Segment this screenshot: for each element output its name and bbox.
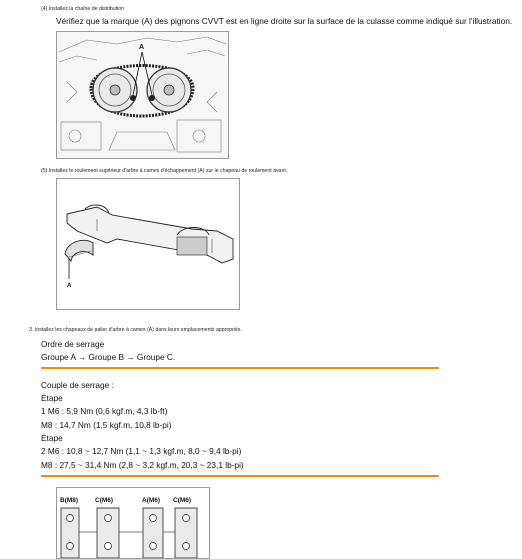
step4-heading: (4) Installez la chaîne de distribution [41, 6, 125, 12]
torque-step1-m6: 1 M6 : 5,9 Nm (0,6 kgf.m, 4,3 lb-ft) [41, 406, 168, 416]
cam-cap-figure [56, 487, 210, 559]
torque-step2-label: Étape [41, 433, 63, 443]
bearing-cap-illustration [57, 179, 239, 309]
order-title: Ordre de serrage [41, 339, 105, 349]
cap-label-c-m6-right: C(M6) [173, 497, 192, 504]
cap-label-c-m6-left: C(M6) [95, 497, 114, 504]
cap-label-a-m6: A(M6) [142, 497, 161, 504]
step4-instruction: Vérifiez que la marque (A) des pignons CVVT est en ligne droite sur la surface de la culasse comme indiqué sur l'illustration. [56, 16, 513, 26]
cam-cap-illustration [57, 488, 209, 558]
order-rule [41, 367, 439, 369]
torque-title: Couple de serrage : [41, 380, 114, 390]
step5-heading: (5) Installez le roulement supérieur d'arbre à cames d'échappement (A) sur le chapeau de roulement avant. [41, 168, 288, 174]
timing-mark-label: A [139, 44, 145, 51]
torque-step2-m6: 2 M6 : 10,8 ~ 12,7 Nm (1,1 ~ 1,3 kgf.m, 8,0 ~ 9,4 lb-pi) [41, 446, 242, 456]
order-text: Groupe A → Groupe B → Groupe C. [41, 352, 176, 362]
bearing-cap-figure [56, 178, 240, 310]
timing-chain-figure [56, 31, 229, 159]
torque-step2-m8: M8 : 27,5 ~ 31,4 Nm (2,8 ~ 3,2 kgf.m, 20,3 ~ 23,1 lb-pi) [41, 460, 244, 470]
step3-heading: 3. Installez les chapeaux de palier d'arbre à cames (A) dans leurs emplacements appropriés. [29, 327, 242, 333]
cap-label-b-m8: B(M8) [60, 497, 79, 504]
bearing-label: A [67, 283, 72, 289]
timing-chain-illustration [57, 32, 228, 158]
torque-step1-label: Étape [41, 393, 63, 403]
torque-step1-m8: M8 : 14,7 Nm (1,5 kgf.m, 10,8 lb-pi) [41, 420, 172, 430]
torque-rule [41, 475, 439, 477]
